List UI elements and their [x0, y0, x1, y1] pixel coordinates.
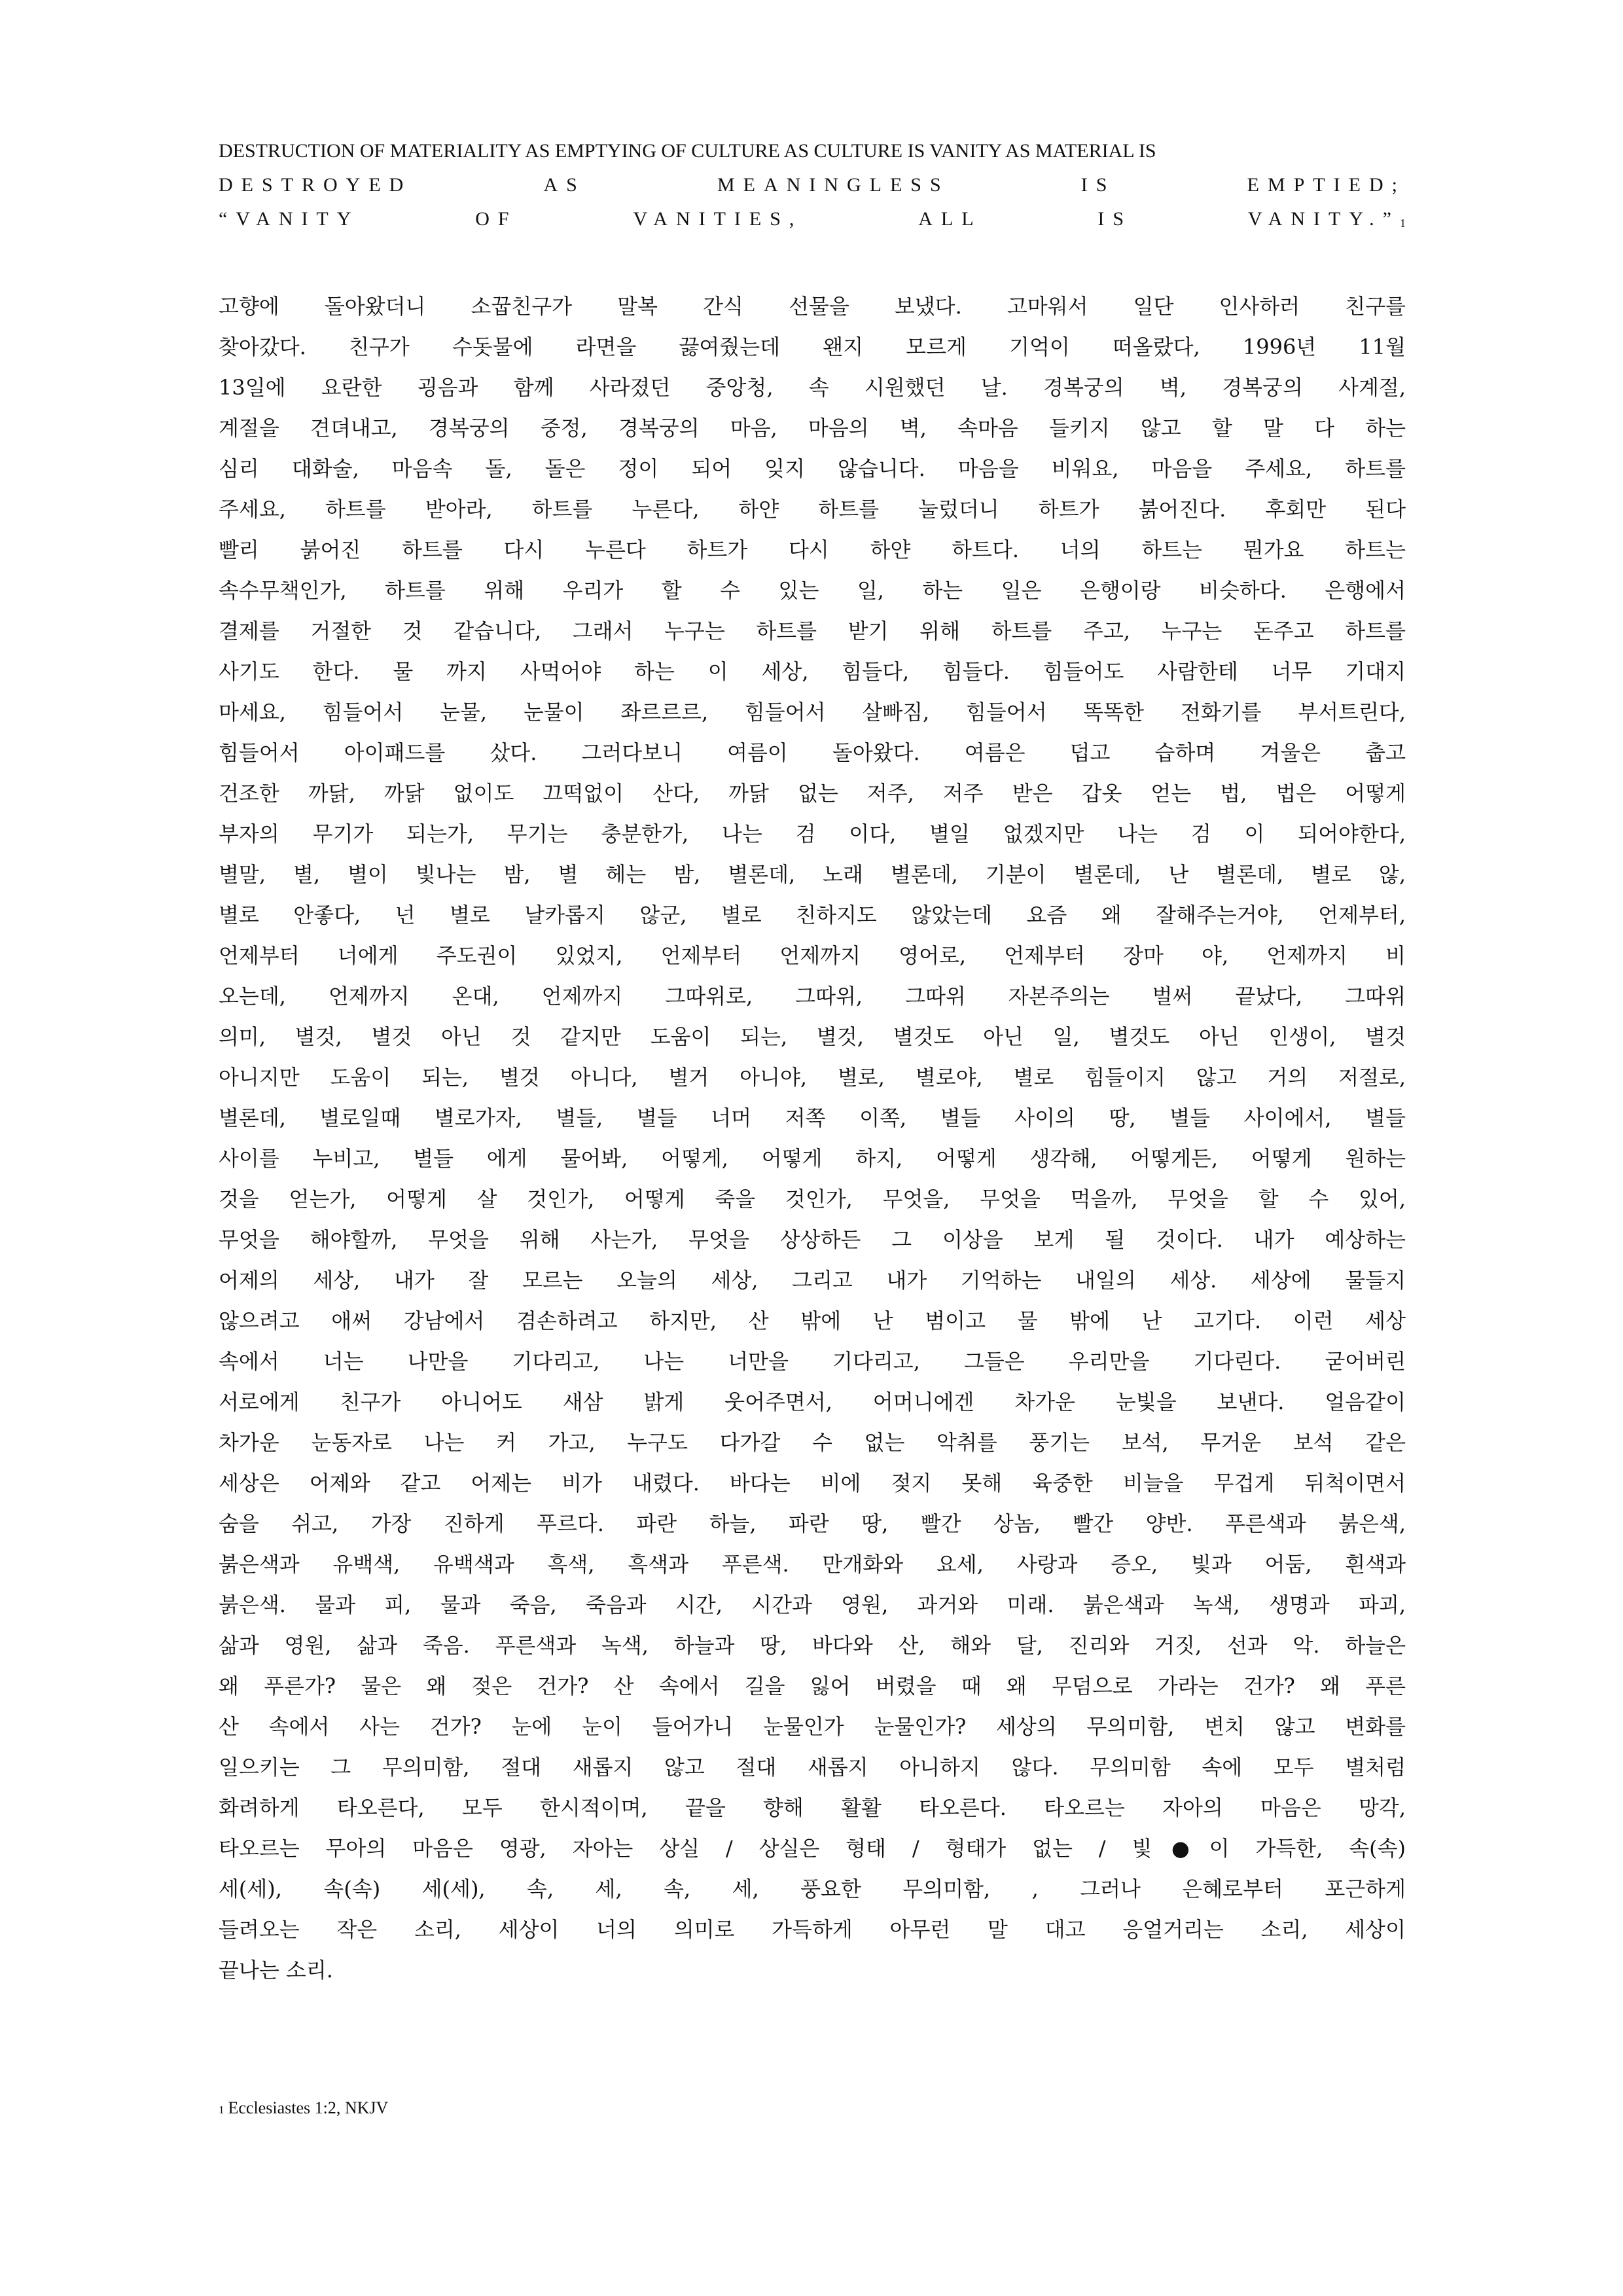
body-line: 사이를 누비고, 별들 에게 물어봐, 어떻게, 어떻게 하지, 어떻게 생각해, 어떻게든, 어떻게 원하는	[219, 1146, 1406, 1171]
body-line: 별말, 별, 별이 빛나는 밤, 별 헤는 밤, 별론데, 노래 별론데, 기분이 별론데, 난 별론데, 별로 않,	[219, 862, 1406, 887]
body-line: 붉은색과 유백색, 유백색과 흑색, 흑색과 푸른색. 만개화와 요세, 사랑과 증오, 빛과 어둠, 흰색과	[219, 1552, 1406, 1577]
body-line: 빨리 붉어진 하트를 다시 누른다 하트가 다시 하얀 하트다. 너의 하트는 뭔가요 하트는	[219, 537, 1406, 562]
body-line: 것을 얻는가, 어떻게 살 것인가, 어떻게 죽을 것인가, 무엇을, 무엇을 먹을까, 무엇을 할 수 있어,	[219, 1187, 1406, 1211]
body-line: 일으키는 그 무의미함, 절대 새롭지 않고 절대 새롭지 아니하지 않다. 무의미함 속에 모두 별처럼	[219, 1755, 1406, 1780]
document-page	[219, 134, 1406, 1990]
heading-word: MEANINGLESS	[717, 174, 950, 196]
body-line: 차가운 눈동자로 나는 커 가고, 누구도 다가갈 수 없는 악취를 풍기는 보석, 무거운 보석 같은	[219, 1430, 1406, 1455]
body-line: 언제부터 너에게 주도권이 있었지, 언제부터 언제까지 영어로, 언제부터 장마 야, 언제까지 비	[219, 943, 1406, 968]
footnote-number: 1	[219, 2104, 224, 2116]
body-line: 13일에 요란한 굉음과 함께 사라졌던 중앙청, 속 시원했던 날. 경복궁의 벽, 경복궁의 사계절,	[219, 375, 1406, 400]
heading-line-3	[219, 202, 1406, 238]
body-line: 마세요, 힘들어서 눈물, 눈물이 좌르르르, 힘들어서 살빠짐, 힘들어서 똑똑한 전화기를 부서트린다,	[219, 700, 1406, 725]
body-line: 왜 푸른가? 물은 왜 젖은 건가? 산 속에서 길을 잃어 버렸을 때 왜 무덤으로 가라는 건가? 왜 푸른	[219, 1674, 1406, 1698]
body-line: 들려오는 작은 소리, 세상이 너의 의미로 가득하게 아무런 말 대고 응얼거리는 소리, 세상이	[219, 1917, 1406, 1942]
heading-word-with-footnote	[1248, 202, 1406, 238]
heading-word: IS	[1097, 208, 1133, 230]
body-line: 계절을 견뎌내고, 경복궁의 중정, 경복궁의 마음, 마음의 벽, 속마음 들키지 않고 할 말 다 하는	[219, 416, 1406, 440]
body-line: 아니지만 도움이 되는, 별것 아니다, 별거 아니야, 별로, 별로야, 별로 힘들이지 않고 거의 저절로,	[219, 1065, 1406, 1090]
body-line: 어제의 세상, 내가 잘 모르는 오늘의 세상, 그리고 내가 기억하는 내일의 세상. 세상에 물들지	[219, 1268, 1406, 1293]
body-line: 무엇을 해야할까, 무엇을 위해 사는가, 무엇을 상상하든 그 이상을 보게 될 것이다. 내가 예상하는	[219, 1227, 1406, 1252]
body-line: 산 속에서 사는 건가? 눈에 눈이 들어가니 눈물인가 눈물인가? 세상의 무의미함, 변치 않고 변화를	[219, 1714, 1406, 1739]
heading-line-2	[219, 168, 1406, 202]
body-line: 세상은 어제와 같고 어제는 비가 내렸다. 바다는 비에 젖지 못해 육중한 비늘을 무겁게 뒤척이면서	[219, 1471, 1406, 1496]
body-line: 찾아갔다. 친구가 수돗물에 라면을 끓여줬는데 왠지 모르게 기억이 떠올랐다, 1996년 11월	[219, 334, 1406, 359]
heading-word: ALL	[918, 208, 982, 230]
body-line: 힘들어서 아이패드를 샀다. 그러다보니 여름이 돌아왔다. 여름은 덥고 습하며 겨울은 춥고	[219, 740, 1406, 765]
body-line: 심리 대화술, 마음속 돌, 돌은 정이 되어 잊지 않습니다. 마음을 비워요, 마음을 주세요, 하트를	[219, 456, 1406, 481]
body-line: 별로 안좋다, 넌 별로 날카롭지 않군, 별로 친하지도 않았는데 요즘 왜 잘해주는거야, 언제부터,	[219, 903, 1406, 927]
heading-word: “VANITY	[219, 208, 360, 230]
body-line: 삶과 영원, 삶과 죽음. 푸른색과 녹색, 하늘과 땅, 바다와 산, 해와 달, 진리와 거짓, 선과 악. 하늘은	[219, 1633, 1406, 1658]
body-line: 오는데, 언제까지 온대, 언제까지 그따위로, 그따위, 그따위 자본주의는 벌써 끝났다, 그따위	[219, 984, 1406, 1009]
document-heading	[219, 134, 1406, 238]
heading-word: EMPTIED;	[1247, 174, 1406, 196]
body-line: 숨을 쉬고, 가장 진하게 푸르다. 파란 하늘, 파란 땅, 빨간 상놈, 빨간 양반. 푸른색과 붉은색,	[219, 1511, 1406, 1536]
body-line: 끝나는 소리.	[219, 1958, 333, 1982]
body-line: 서로에게 친구가 아니어도 새삼 밝게 웃어주면서, 어머니에겐 차가운 눈빛을 보낸다. 얼음같이	[219, 1390, 1406, 1414]
footnote-reference[interactable]: 1	[1399, 217, 1406, 230]
heading-word: VANITY.”	[1247, 208, 1400, 230]
body-line: 의미, 별것, 별것 아닌 것 같지만 도움이 되는, 별것, 별것도 아닌 일, 별것도 아닌 인생이, 별것	[219, 1024, 1406, 1049]
heading-word: DESTROYED	[219, 174, 412, 196]
body-line: 화려하게 타오른다, 모두 한시적이며, 끝을 향해 활활 타오른다. 타오르는 자아의 마음은 망각,	[219, 1795, 1406, 1820]
body-line: 타오르는 무아의 마음은 영광, 자아는 상실 / 상실은 형태 / 형태가 없는 / 빛●이 가득한, 속(속)	[219, 1836, 1406, 1861]
body-paragraph	[219, 286, 1406, 1990]
body-line: 세(세), 속(속) 세(세), 속, 세, 속, 세, 풍요한 무의미함, , 그러나 은혜로부터 포근하게	[219, 1876, 1406, 1901]
heading-word: IS	[1080, 174, 1116, 196]
body-line: 속수무책인가, 하트를 위해 우리가 할 수 있는 일, 하는 일은 은행이랑 비슷하다. 은행에서	[219, 578, 1406, 603]
heading-word: OF	[475, 208, 518, 230]
footnote	[219, 2098, 388, 2118]
body-line: 주세요, 하트를 받아라, 하트를 누른다, 하얀 하트를 눌렀더니 하트가 붉어진다. 후회만 된다	[219, 497, 1406, 522]
body-line: 고향에 돌아왔더니 소꿉친구가 말복 간식 선물을 보냈다. 고마워서 일단 인사하러 친구를	[219, 294, 1406, 319]
body-line: 속에서 너는 나만을 기다리고, 나는 너만을 기다리고, 그들은 우리만을 기다린다. 굳어버린	[219, 1349, 1406, 1374]
body-line: 결제를 거절한 것 같습니다, 그래서 누구는 하트를 받기 위해 하트를 주고, 누구는 돈주고 하트를	[219, 619, 1406, 643]
heading-word: AS	[543, 174, 586, 196]
body-line: 건조한 까닭, 까닭 없이도 끄떡없이 산다, 까닭 없는 저주, 저주 받은 갑옷 얻는 법, 법은 어떻게	[219, 781, 1406, 806]
body-line: 붉은색. 물과 피, 물과 죽음, 죽음과 시간, 시간과 영원, 과거와 미래. 붉은색과 녹색, 생명과 파괴,	[219, 1592, 1406, 1617]
heading-word: VANITIES,	[633, 208, 803, 230]
body-line: 별론데, 별로일때 별로가자, 별들, 별들 너머 저쪽 이쪽, 별들 사이의 땅, 별들 사이에서, 별들	[219, 1105, 1406, 1130]
body-line: 사기도 한다. 물 까지 사먹어야 하는 이 세상, 힘들다, 힘들다. 힘들어도 사람한테 너무 기대지	[219, 659, 1406, 684]
heading-line-1: DESTRUCTION OF MATERIALITY AS EMPTYING OF CULTURE AS CULTURE IS VANITY AS MATERIAL IS	[219, 140, 1156, 162]
body-line: 않으려고 애써 강남에서 겸손하려고 하지만, 산 밖에 난 범이고 물 밖에 난 고기다. 이런 세상	[219, 1308, 1406, 1333]
body-line: 부자의 무기가 되는가, 무기는 충분한가, 나는 검 이다, 별일 없겠지만 나는 검 이 되어야한다,	[219, 821, 1406, 846]
footnote-text: Ecclesiastes 1:2, NKJV	[228, 2098, 389, 2117]
